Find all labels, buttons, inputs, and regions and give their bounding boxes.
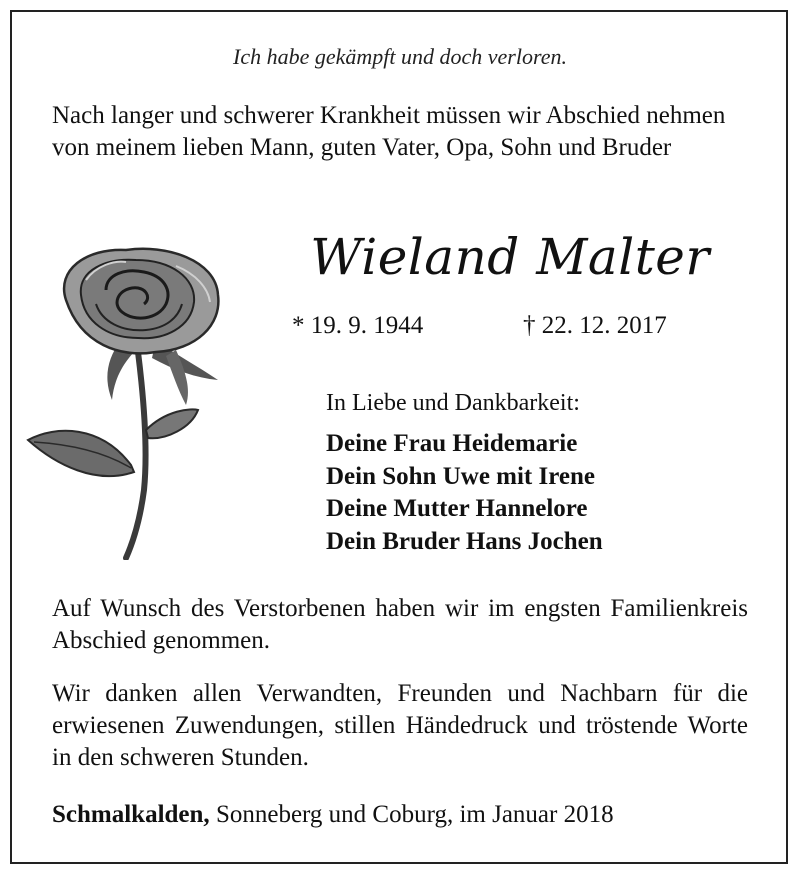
mourner: Dein Sohn Uwe mit Irene [326, 462, 595, 490]
place-rest: Sonneberg und Coburg, im Januar 2018 [215, 801, 614, 828]
mourner: Dein Bruder Hans Jochen [326, 527, 603, 555]
farewell-paragraph: Auf Wunsch des Verstorbenen haben wir im engsten Familienkreis Abschied genommen. [52, 595, 748, 654]
death-date: † 22. 12. 2017 [523, 312, 667, 339]
place-date-line [52, 801, 614, 829]
mourner: Deine Mutter Hannelore [326, 495, 588, 522]
mourner: Deine Frau Heidemarie [326, 430, 578, 457]
rose-icon [26, 240, 226, 560]
motto: Ich habe gekämpft und doch verloren. [233, 44, 567, 69]
mourners-list [326, 428, 603, 558]
place-main: Schmalkalden, [52, 801, 210, 828]
deceased-name: Wieland Malter [310, 228, 710, 286]
thanks-paragraph: Wir danken allen Verwandten, Freunden und Nachbarn für die erwiesenen Zuwendungen, stillen Händedruck und tröstende Worte in den schweren Stunden. [52, 680, 748, 771]
birth-date: * 19. 9. 1944 [292, 312, 424, 339]
intro-text: Nach langer und schwerer Krankheit müssen wir Abschied nehmen von meinem lieben Mann, guten Vater, Opa, Sohn und Bruder [52, 102, 726, 161]
thanks-intro: In Liebe und Dankbarkeit: [326, 390, 580, 416]
